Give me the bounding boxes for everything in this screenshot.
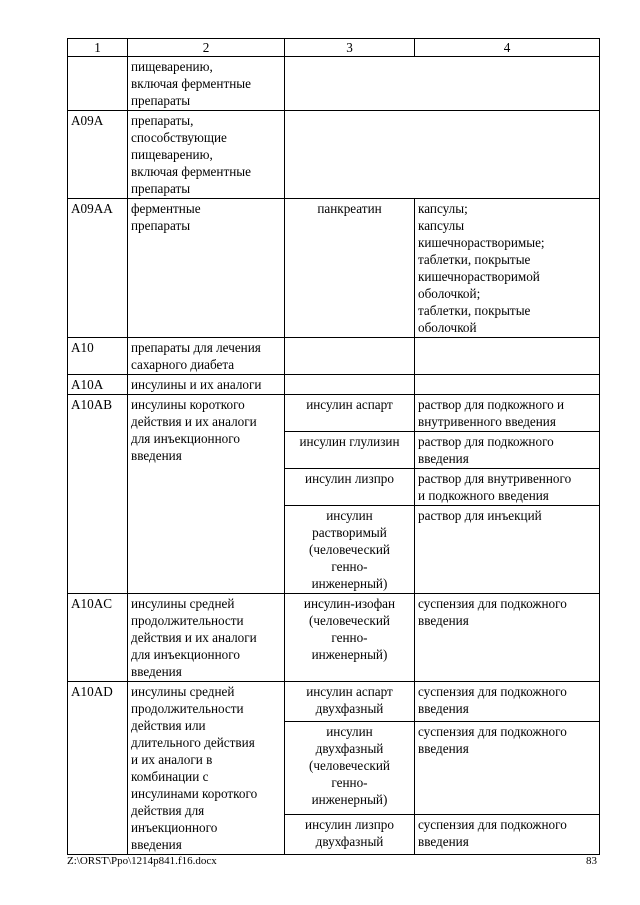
atc-code-cell: A09A — [68, 111, 128, 199]
drug-classification-table — [67, 38, 600, 855]
table-row — [68, 395, 600, 432]
drug-name-cell: инсулин двухфазный (человеческий генно- инженерный) — [285, 721, 415, 815]
drug-name-cell: инсулин глулизин — [285, 432, 415, 469]
atc-code-cell: A10 — [68, 338, 128, 375]
atc-code-cell: A09AA — [68, 199, 128, 338]
drug-name-cell: инсулин лизпро двухфазный — [285, 815, 415, 855]
group-name-cell: пищеварению, включая ферментные препараты — [128, 57, 285, 111]
group-name-cell: инсулины короткого действия и их аналоги для инъекционного введения — [128, 395, 285, 594]
header-cell-4: 4 — [415, 39, 600, 57]
empty-cell — [285, 57, 600, 111]
drug-name-cell: панкреатин — [285, 199, 415, 338]
group-name-cell: ферментные препараты — [128, 199, 285, 338]
atc-code-cell: A10AB — [68, 395, 128, 594]
group-name-cell: инсулины средней продолжительности действия и их аналоги для инъекционного введения — [128, 594, 285, 682]
header-cell-1: 1 — [68, 39, 128, 57]
dosage-form-cell: суспензия для подкожного введения — [415, 815, 600, 855]
header-cell-3: 3 — [285, 39, 415, 57]
drug-name-cell: инсулин лизпро — [285, 469, 415, 506]
group-name-cell: препараты, способствующие пищеварению, включая ферментные препараты — [128, 111, 285, 199]
atc-code-cell: A10AD — [68, 682, 128, 855]
atc-code-cell: A10AC — [68, 594, 128, 682]
dosage-form-cell — [415, 375, 600, 395]
table-header-row — [68, 39, 600, 57]
drug-name-cell: инсулин растворимый (человеческий генно- инженерный) — [285, 506, 415, 594]
table-row — [68, 682, 600, 722]
dosage-form-cell: капсулы; капсулы кишечнорастворимые; таблетки, покрытые кишечнорастворимой оболочкой; таблетки, покрытые оболочкой — [415, 199, 600, 338]
atc-code-cell: A10A — [68, 375, 128, 395]
page-number: 83 — [586, 855, 597, 867]
table-row — [68, 111, 600, 199]
table-row — [68, 375, 600, 395]
drug-name-cell: инсулин-изофан (человеческий генно- инженерный) — [285, 594, 415, 682]
group-name-cell: инсулины и их аналоги — [128, 375, 285, 395]
table-row — [68, 338, 600, 375]
dosage-form-cell: раствор для внутривенного и подкожного введения — [415, 469, 600, 506]
page-footer — [67, 855, 599, 869]
group-name-cell: инсулины средней продолжительности действия или длительного действия и их аналоги в комбинации с инсулинами короткого действия для инъекционного введения — [128, 682, 285, 855]
table-row — [68, 594, 600, 682]
table-row — [68, 199, 600, 338]
dosage-form-cell: суспензия для подкожного введения — [415, 682, 600, 722]
group-name-cell: препараты для лечения сахарного диабета — [128, 338, 285, 375]
drug-name-cell: инсулин аспарт — [285, 395, 415, 432]
dosage-form-cell: раствор для инъекций — [415, 506, 600, 594]
dosage-form-cell: суспензия для подкожного введения — [415, 594, 600, 682]
header-cell-2: 2 — [128, 39, 285, 57]
file-path: Z:\ORST\Ppo\1214p841.f16.docx — [67, 855, 217, 867]
dosage-form-cell: раствор для подкожного введения — [415, 432, 600, 469]
table-row — [68, 57, 600, 111]
dosage-form-cell — [415, 338, 600, 375]
dosage-form-cell: раствор для подкожного и внутривенного введения — [415, 395, 600, 432]
drug-name-cell — [285, 338, 415, 375]
dosage-form-cell: суспензия для подкожного введения — [415, 721, 600, 815]
atc-code-cell — [68, 57, 128, 111]
drug-name-cell — [285, 375, 415, 395]
drug-name-cell: инсулин аспарт двухфазный — [285, 682, 415, 722]
empty-cell — [285, 111, 600, 199]
